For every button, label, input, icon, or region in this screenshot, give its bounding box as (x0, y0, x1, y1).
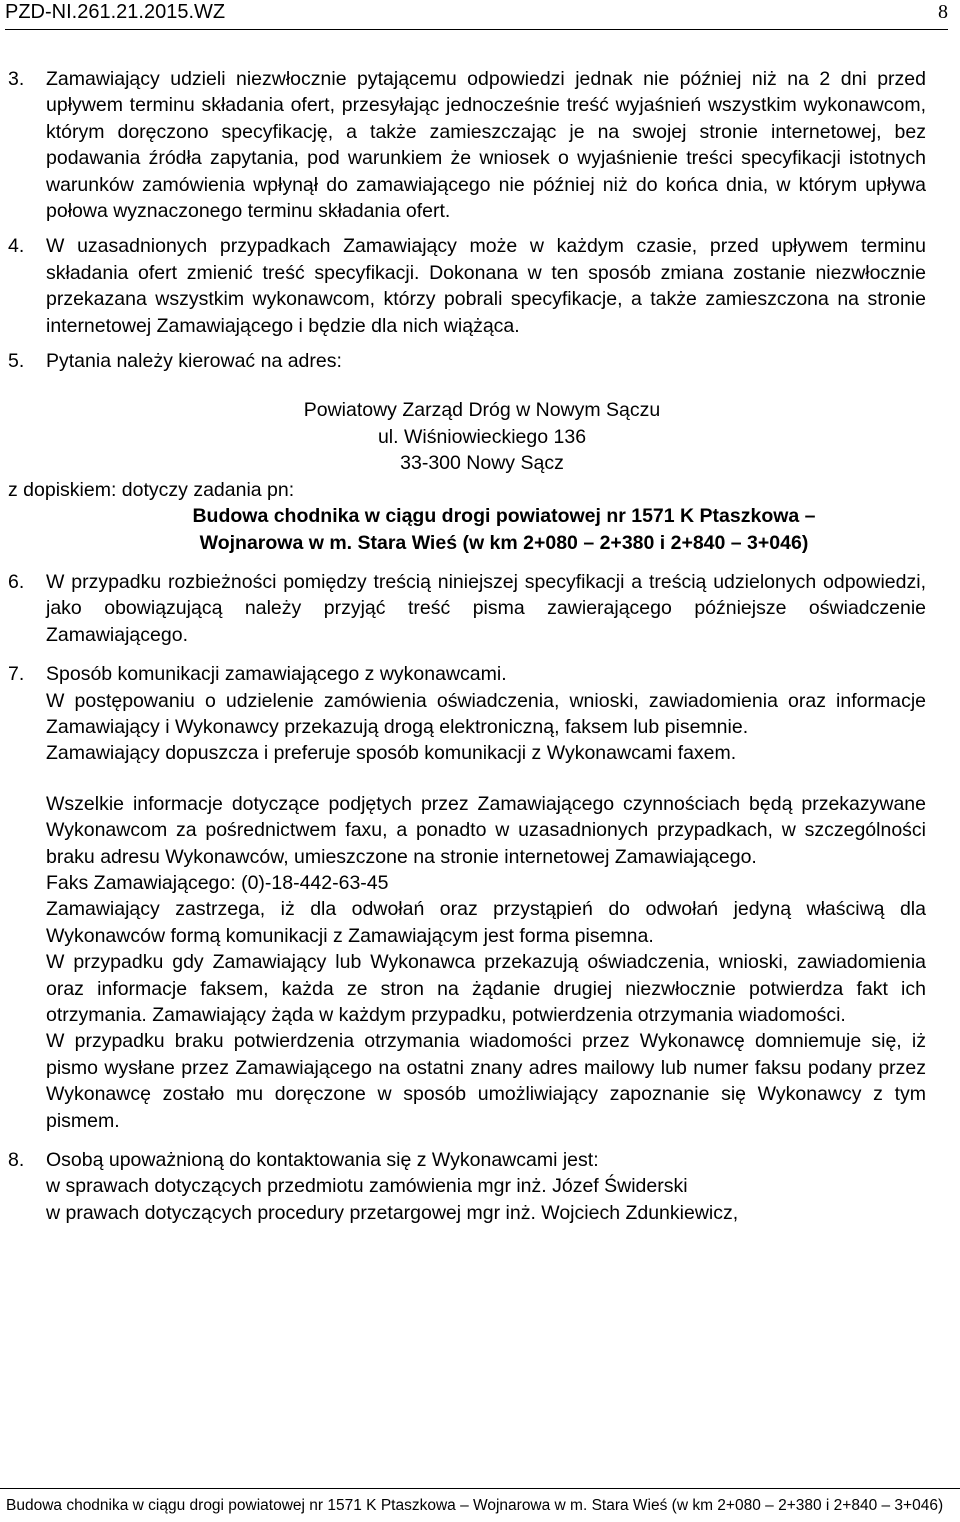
section-number: 8. (8, 1149, 25, 1172)
section-text: Zamawiający udzieli niezwłocznie pytającemu odpowiedzi jednak nie później niż na 2 dni przed upływem terminu składania ofert, przesyłając jednocześnie treść wyjaśnień wszystkim wykonawcom, którym doręczono specyfikację, a także zamieszczając je na swojej stronie internetowej, bez podawania źródła zapytania, pod warunkiem że wniosek o wyjaśnienie treści specyfikacji istotnych warunków zamówienia wpłynął do zamawiającego nie później niż do końca dnia, w którym upływa połowa wyznaczonego terminu składania ofert. (46, 68, 926, 223)
section-3 (8, 66, 926, 224)
section-number: 6. (8, 570, 25, 593)
paragraph: W przypadku gdy Zamawiający lub Wykonawca przekazują oświadczenia, wnioski, zawiadomienia oraz informacje faksem, każda ze stron na żądanie drugiej niezwłocznie potwierdza fakt ich otrzymania. Zamawiający żąda w każdym przypadku, potwierdzenia otrzymania wiadomości. (46, 951, 926, 1026)
address-block (8, 397, 926, 476)
paragraph: Wszelkie informacje dotyczące podjętych przez Zamawiającego czynnościach będą przekazywane Wykonawcom za pośrednictwem faxu, a ponadto w uzasadnionych przypadkach, w szczególności braku adresu Wykonawców, umieszczone na stronie internetowej Zamawiającego. (46, 792, 926, 868)
address-line: Powiatowy Zarząd Dróg w Nowym Sączu (303, 399, 661, 422)
paragraph: W przypadku braku potwierdzenia otrzymania wiadomości przez Wykonawcę domniemuje się, iż pismo wysłane przez Zamawiającego na ostatni znany adres mailowy lub numer faksu podany przez Wykonawcę zostało mu doręczone w sposób umożliwiający zapoznanie się Wykonawcy z tym pismem. (46, 1030, 926, 1132)
section-body (46, 661, 926, 1134)
address-line: 33-300 Nowy Sącz (400, 452, 564, 475)
header-divider (5, 29, 948, 30)
contact-line: w prawach dotyczących procedury przetargowej mgr inż. Wojciech Zdunkiewicz, (46, 1201, 739, 1224)
address-line: ul. Wiśniowieckiego 136 (377, 425, 587, 448)
paragraph: W postępowaniu o udzielenie zamówienia oświadczenia, wnioski, zawiadomienia oraz informacje Zamawiający i Wykonawcy przekazują drogą elektroniczną, faksem lub pisemnie. (46, 689, 926, 738)
paragraph: Zamawiający zastrzega, iż dla odwołań oraz przystąpień do odwołań jedyną właściwą dla Wykonawców formą komunikacji z Zamawiającym jest forma pisemna. (46, 898, 926, 947)
section-body (46, 1147, 926, 1226)
section-7 (8, 661, 926, 1134)
section-heading: Sposób komunikacji zamawiającego z wykonawcami. (46, 663, 507, 686)
task-title (8, 503, 926, 556)
section-number: 7. (8, 663, 25, 686)
section-number: 4. (8, 235, 25, 258)
section-text: W uzasadnionych przypadkach Zamawiający może w każdym czasie, przed upływem terminu składania ofert zmienić treść specyfikacji. Dokonana w ten sposób zmiana zostanie niezwłocznie przekazana wszystkim wykonawcom, którzy pobrali specyfikacje, a także zamieszczona na stronie internetowej Zamawiającego i będzie dla nich wiążąca. (46, 235, 926, 337)
page-number: 8 (938, 1, 948, 23)
task-title-line: Wojnarowa w m. Stara Wieś (w km 2+080 – 2+380 i 2+840 – 3+046) (199, 531, 809, 554)
section-text: Pytania należy kierować na adres: (46, 350, 342, 373)
paragraph: Zamawiający dopuszcza i preferuje sposób komunikacji z Wykonawcami faxem. (46, 742, 737, 765)
document-body (8, 66, 926, 1226)
section-4 (8, 233, 926, 339)
footer-divider (0, 1488, 960, 1489)
task-title-line: Budowa chodnika w ciągu drogi powiatowej nr 1571 K Ptaszkowa – (192, 505, 816, 528)
footer-text: Budowa chodnika w ciągu drogi powiatowej nr 1571 K Ptaszkowa – Wojnarowa w m. Stara Wieś (w km 2+080 – 2+380 i 2+840 – 3+046) (6, 1497, 944, 1514)
section-6 (8, 569, 926, 648)
page-header (5, 0, 948, 30)
fax-number: Faks Zamawiającego: (0)-18-442-63-45 (46, 871, 389, 894)
section-8 (8, 1147, 926, 1226)
section-5 (8, 348, 926, 374)
section-text: W przypadku rozbieżności pomiędzy treścią niniejszej specyfikacji a treścią udzielonych odpowiedzi, jako obowiązującą należy przyjąć treść pisma zawierającego późniejsze oświadczenie Zamawiającego. (46, 570, 926, 646)
document-id: PZD-NI.261.21.2015.WZ (5, 1, 226, 23)
note-prefix: z dopiskiem: dotyczy zadania pn: (8, 478, 295, 501)
section-number: 5. (8, 350, 25, 373)
section-heading: Osobą upoważnioną do kontaktowania się z Wykonawcami jest: (46, 1149, 599, 1172)
section-number: 3. (8, 68, 25, 90)
contact-line: w sprawach dotyczących przedmiotu zamówienia mgr inż. Józef Świderski (46, 1175, 688, 1198)
